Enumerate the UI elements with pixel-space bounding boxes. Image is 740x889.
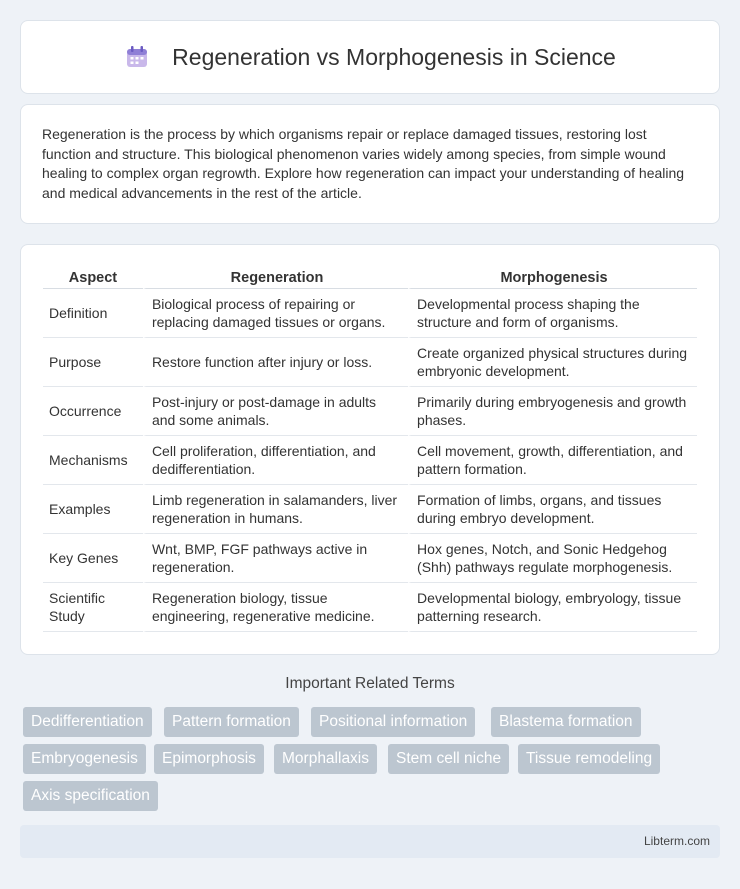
regeneration-cell: Cell proliferation, differentiation, and dedifferentiation. bbox=[143, 436, 408, 485]
comparison-table-card bbox=[20, 244, 720, 655]
page-title: Regeneration vs Morphogenesis in Science bbox=[172, 43, 616, 70]
header-morphogenesis: Morphogenesis bbox=[408, 267, 697, 289]
table-row bbox=[43, 534, 697, 583]
header-regeneration: Regeneration bbox=[143, 267, 408, 289]
table-row bbox=[43, 387, 697, 436]
morphogenesis-cell: Formation of limbs, organs, and tissues during embryo development. bbox=[408, 485, 697, 534]
footer bbox=[20, 825, 720, 858]
tag-axis-specification[interactable]: Axis specification bbox=[23, 781, 158, 811]
aspect-cell: Definition bbox=[43, 289, 143, 338]
aspect-cell: Occurrence bbox=[43, 387, 143, 436]
header-aspect: Aspect bbox=[43, 267, 143, 289]
tag-embryogenesis[interactable]: Embryogenesis bbox=[23, 744, 146, 774]
morphogenesis-cell: Primarily during embryogenesis and growth phases. bbox=[408, 387, 697, 436]
aspect-cell: Scientific Study bbox=[43, 583, 143, 632]
table-row bbox=[43, 485, 697, 534]
table-row bbox=[43, 436, 697, 485]
intro-card bbox=[20, 104, 720, 224]
regeneration-cell: Regeneration biology, tissue engineering, regenerative medicine. bbox=[143, 583, 408, 632]
tag-dedifferentiation[interactable]: Dedifferentiation bbox=[23, 707, 152, 737]
morphogenesis-cell: Hox genes, Notch, and Sonic Hedgehog (Shh) pathways regulate morphogenesis. bbox=[408, 534, 697, 583]
tag-tissue-remodeling[interactable]: Tissue remodeling bbox=[518, 744, 660, 774]
table-row bbox=[43, 583, 697, 632]
morphogenesis-cell: Cell movement, growth, differentiation, and pattern formation. bbox=[408, 436, 697, 485]
morphogenesis-cell: Developmental process shaping the structure and form of organisms. bbox=[408, 289, 697, 338]
tag-morphallaxis[interactable]: Morphallaxis bbox=[274, 744, 377, 774]
morphogenesis-cell: Developmental biology, embryology, tissue patterning research. bbox=[408, 583, 697, 632]
intro-text: Regeneration is the process by which organisms repair or replace damaged tissues, restoring lost function and structure. This biological phenomenon varies widely among species, from simple wound healing to complex organ regrowth. Explore how regeneration can impact your understanding of healing and medical advancements in the rest of the article. bbox=[42, 126, 685, 201]
tag-pattern-formation[interactable]: Pattern formation bbox=[164, 707, 299, 737]
calendar-icon bbox=[124, 44, 150, 70]
tag-stem-cell-niche[interactable]: Stem cell niche bbox=[388, 744, 509, 774]
table-row bbox=[43, 289, 697, 338]
table-row bbox=[43, 338, 697, 387]
footer-link[interactable]: Libterm.com bbox=[643, 834, 710, 848]
aspect-cell: Mechanisms bbox=[43, 436, 143, 485]
regeneration-cell: Wnt, BMP, FGF pathways active in regeneration. bbox=[143, 534, 408, 583]
tag-positional-information[interactable]: Positional information bbox=[311, 707, 475, 737]
morphogenesis-cell: Create organized physical structures during embryonic development. bbox=[408, 338, 697, 387]
regeneration-cell: Restore function after injury or loss. bbox=[143, 338, 408, 387]
regeneration-cell: Biological process of repairing or replacing damaged tissues or organs. bbox=[143, 289, 408, 338]
aspect-cell: Examples bbox=[43, 485, 143, 534]
aspect-cell: Key Genes bbox=[43, 534, 143, 583]
aspect-cell: Purpose bbox=[43, 338, 143, 387]
regeneration-cell: Limb regeneration in salamanders, liver regeneration in humans. bbox=[143, 485, 408, 534]
comparison-table bbox=[43, 267, 697, 632]
table-header-row bbox=[43, 267, 697, 289]
related-terms-title: Important Related Terms bbox=[285, 675, 455, 692]
tag-epimorphosis[interactable]: Epimorphosis bbox=[154, 744, 264, 774]
regeneration-cell: Post-injury or post-damage in adults and some animals. bbox=[143, 387, 408, 436]
tag-blastema-formation[interactable]: Blastema formation bbox=[491, 707, 641, 737]
header-card bbox=[20, 20, 720, 94]
